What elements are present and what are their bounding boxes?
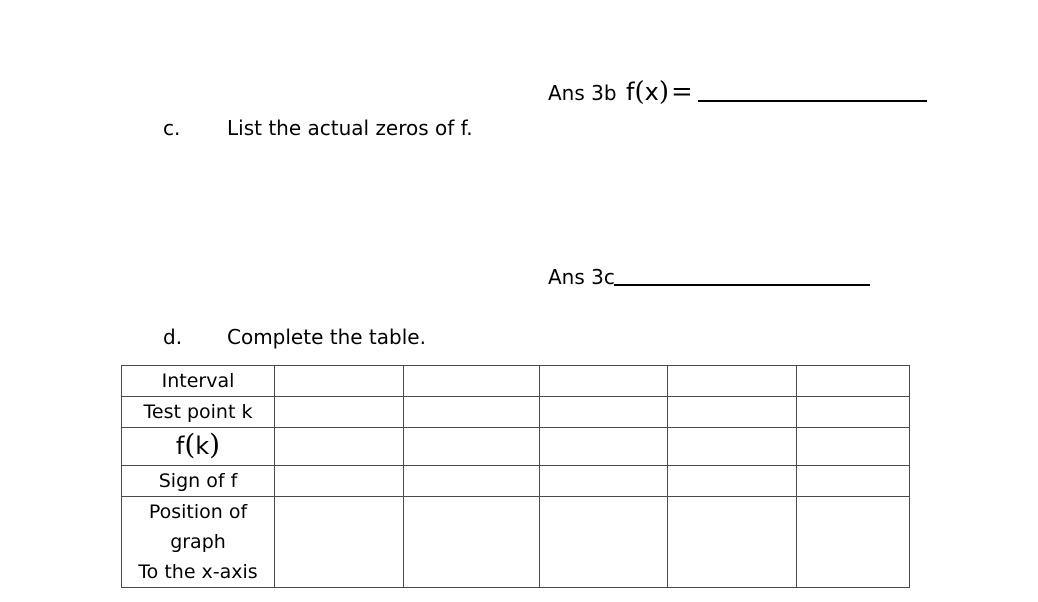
ans-3b-var: x <box>644 78 659 106</box>
ans-3b-func: f <box>626 78 635 106</box>
fk-func: f <box>175 432 185 460</box>
table-cell[interactable] <box>668 466 797 497</box>
part-c-prompt: List the actual zeros of f. <box>227 116 473 140</box>
table-cell[interactable] <box>540 397 668 428</box>
fk-open-paren: ( <box>184 428 196 461</box>
table-cell[interactable] <box>540 428 668 466</box>
ans-3b-equals: = <box>670 77 693 107</box>
table-cell[interactable] <box>404 366 540 397</box>
table-cell[interactable] <box>797 428 910 466</box>
table-cell[interactable] <box>540 497 668 588</box>
row-label-fk <box>122 428 275 466</box>
table-cell[interactable] <box>668 497 797 588</box>
table-cell[interactable] <box>275 397 404 428</box>
row-label-position <box>122 497 275 588</box>
position-label-line-2: graph <box>170 531 226 553</box>
ans-3b-expression <box>626 76 693 111</box>
table-row-sign <box>122 466 910 497</box>
ans-3b-close-paren: ) <box>658 77 669 107</box>
ans-3c-label: Ans 3c <box>548 265 615 289</box>
table-cell[interactable] <box>275 466 404 497</box>
table-cell[interactable] <box>404 466 540 497</box>
table-row-test-point <box>122 397 910 428</box>
table-row-interval <box>122 366 910 397</box>
table-row-position <box>122 497 910 588</box>
position-label-line-3: To the x-axis <box>138 561 258 583</box>
table-cell[interactable] <box>668 397 797 428</box>
table-cell[interactable] <box>275 497 404 588</box>
table-cell[interactable] <box>668 366 797 397</box>
table-cell[interactable] <box>275 428 404 466</box>
fk-var: k <box>195 432 210 460</box>
table-cell[interactable] <box>797 366 910 397</box>
part-c-letter: c. <box>163 116 181 140</box>
fk-close-paren: ) <box>209 428 221 461</box>
position-label-line-1: Position of <box>148 501 248 523</box>
part-d-prompt: Complete the table. <box>227 325 426 349</box>
table-cell[interactable] <box>540 466 668 497</box>
table-cell[interactable] <box>540 366 668 397</box>
table-cell[interactable] <box>275 366 404 397</box>
part-d-letter: d. <box>163 325 183 349</box>
row-label-interval: Interval <box>122 366 275 397</box>
row-label-sign: Sign of f <box>122 466 275 497</box>
ans-3b-open-paren: ( <box>634 77 645 107</box>
ans-3b-label: Ans 3b <box>548 81 617 105</box>
table-cell[interactable] <box>404 428 540 466</box>
sign-chart-table <box>121 365 910 588</box>
ans-3b-blank[interactable] <box>698 100 927 102</box>
ans-3c-blank[interactable] <box>614 284 870 286</box>
table-row-fk <box>122 428 910 466</box>
row-label-test-point: Test point k <box>122 397 275 428</box>
table-cell[interactable] <box>797 466 910 497</box>
table-cell[interactable] <box>404 397 540 428</box>
ans-3b <box>548 81 617 105</box>
table-cell[interactable] <box>797 497 910 588</box>
table-cell[interactable] <box>668 428 797 466</box>
table-cell[interactable] <box>797 397 910 428</box>
table-cell[interactable] <box>404 497 540 588</box>
